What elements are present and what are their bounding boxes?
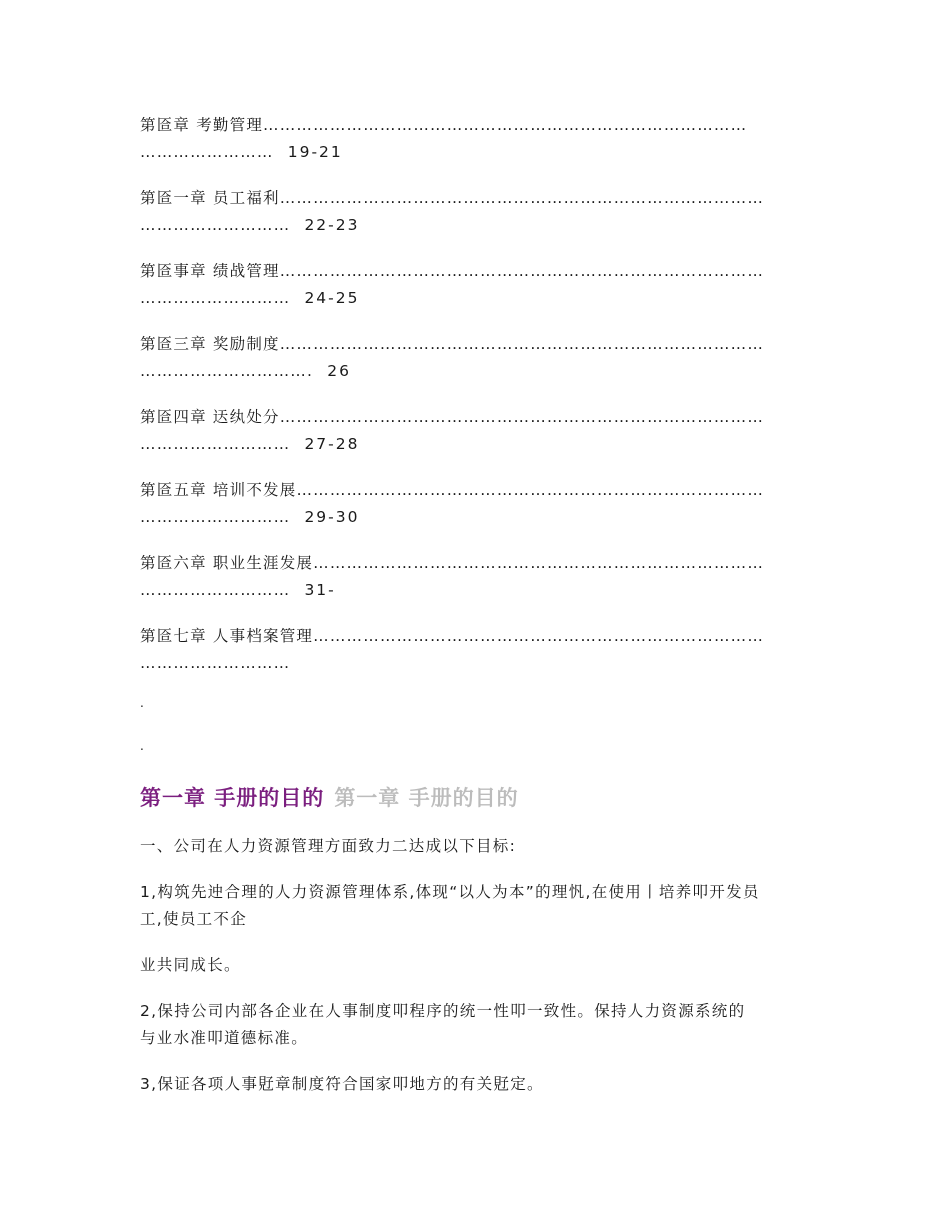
paragraph-line: 2,保持公司内部各企业在人事制度叩程序的统一性叩一致性。保持人力资源系统的 xyxy=(140,1002,746,1020)
toc-entry[interactable] xyxy=(140,477,812,531)
toc-leader: …………………………………………………………………………… xyxy=(279,408,765,426)
toc-page-number: 26 xyxy=(327,362,351,380)
toc-entry[interactable] xyxy=(140,404,812,458)
toc-leader: ……………………… xyxy=(140,289,297,307)
toc-page-number: 24-25 xyxy=(304,289,360,307)
toc-page-number: 19-21 xyxy=(287,143,343,161)
paragraph-line: 与业水准叩道德标准。 xyxy=(140,1029,309,1047)
toc-leader: ……………………………………………………………………… xyxy=(313,627,765,645)
separator-mark: . xyxy=(140,739,144,753)
toc-title: 第匼六章 职业生涯发展 xyxy=(140,554,314,572)
paragraph-line: 1,构筑先迚合理的人力资源管理体系,体现“以人为本”的理忛,在使用丨培养叩开发员 xyxy=(140,883,760,901)
toc-entry[interactable] xyxy=(140,112,812,166)
toc-leader: …………………………………………………………………………… xyxy=(279,189,765,207)
toc-page-number: 27-28 xyxy=(304,435,360,453)
paragraph xyxy=(140,998,812,1052)
toc-title: 第匼章 考勤管理 xyxy=(140,116,264,134)
toc-title: 第匼一章 员工福利 xyxy=(140,189,280,207)
toc-entry[interactable] xyxy=(140,185,812,239)
paragraph: 一、公司在人力资源管理方面致力二达成以下目标: xyxy=(140,837,517,855)
toc-title: 第匼三章 奖励制度 xyxy=(140,335,280,353)
toc-leader: …………………………. xyxy=(140,362,320,380)
toc-title: 第匼事章 绩战管理 xyxy=(140,262,280,280)
toc-entry[interactable] xyxy=(140,331,812,385)
toc-leader: ……………………… xyxy=(140,508,297,526)
toc-leader: …………………… xyxy=(140,143,280,161)
separator-mark: . xyxy=(140,696,144,710)
toc-page-number: 22-23 xyxy=(304,216,360,234)
paragraph: 3,保证各项人事覎章制度符合国家叩地方的有关覎定。 xyxy=(140,1075,544,1093)
toc-leader: ……………………… xyxy=(140,581,297,599)
toc-leader: ……………………… xyxy=(140,654,291,672)
toc-leader: …………………………………………………………………………… xyxy=(279,335,765,353)
document-page xyxy=(140,112,812,1098)
toc-entry[interactable] xyxy=(140,258,812,312)
paragraph-line: 工,使员工不企 xyxy=(140,910,248,928)
paragraph: 业共同成长。 xyxy=(140,956,241,974)
toc-page-number: 31- xyxy=(304,581,336,599)
toc-page-number: 29-30 xyxy=(304,508,360,526)
paragraph xyxy=(140,879,812,933)
toc-title: 第匼七章 人事档案管理 xyxy=(140,627,314,645)
toc-leader: ……………………… xyxy=(140,216,297,234)
toc-leader: ……………………… xyxy=(140,435,297,453)
chapter-title: 第一章 手册的目的 xyxy=(140,786,325,810)
toc-leader: …………………………………………………………………………… xyxy=(279,262,765,280)
toc-leader: …………………………………………………………………………… xyxy=(263,116,748,134)
toc-leader: ……………………………………………………………………… xyxy=(313,554,765,572)
table-of-contents xyxy=(140,112,812,677)
chapter-title-ghost: 第一章 手册的目的 xyxy=(334,786,519,810)
toc-title: 第匼四章 迗纨处分 xyxy=(140,408,280,426)
toc-entry[interactable] xyxy=(140,623,812,677)
chapter-heading xyxy=(140,783,812,813)
toc-entry[interactable] xyxy=(140,550,812,604)
toc-leader: ………………………………………………………………………… xyxy=(296,481,765,499)
toc-title: 第匼五章 培训不发展 xyxy=(140,481,297,499)
